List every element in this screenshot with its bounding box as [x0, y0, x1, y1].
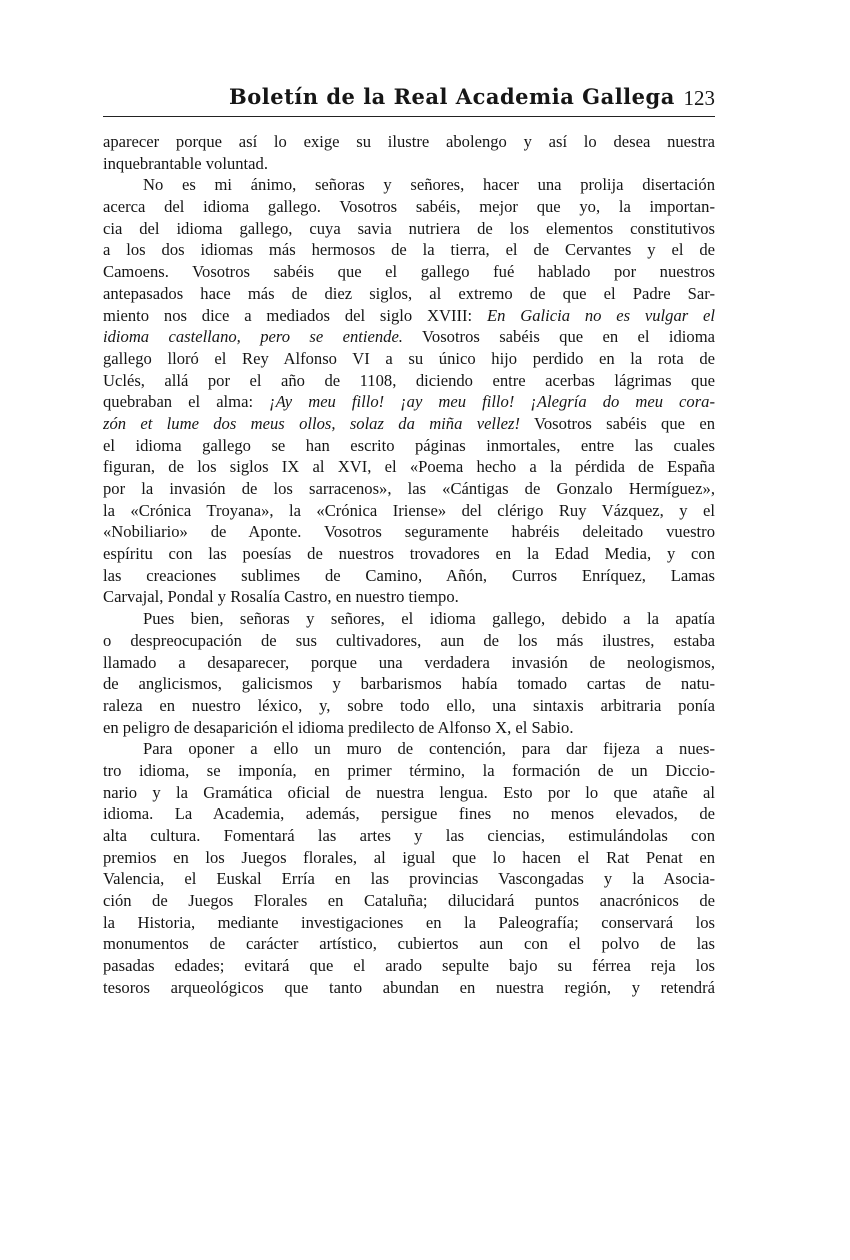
text-line: tesoros arqueológicos que tanto abundan en nuestra región, y retendrá [103, 977, 715, 997]
text-line: a los dos idiomas más hermosos de la tierra, el de Cervantes y el de [103, 240, 715, 260]
text-line: «Nobiliario» de Aponte. Vosotros seguramente habréis deleitado vuestro [103, 522, 715, 542]
text-line: de anglicismos, galicismos y barbarismos había tomado cartas de natu- [103, 674, 715, 694]
text-line: inquebrantable voluntad. [103, 153, 268, 173]
text-line: aparecer porque así lo exige su ilustre abolengo y así lo desea nuestra [103, 132, 715, 151]
text-line: las creaciones sublimes de Camino, Añón, Curros Enríquez, Lamas [103, 565, 715, 585]
text-line: o despreocupación de sus cultivadores, aun de los más ilustres, estaba [103, 630, 715, 650]
text-line: por la invasión de los sarracenos», las «Cántigas de Gonzalo Hermíguez», [103, 479, 715, 498]
text-line: Para oponer a ello un muro de contención, para dar fijeza a nues- [143, 739, 715, 759]
body-text [103, 131, 715, 999]
page-number: 123 [683, 86, 715, 110]
text-line: alta cultura. Fomentará las artes y las ciencias, estimulándolas con [103, 826, 715, 845]
text-line: raleza en nuestro léxico, y, sobre todo ello, una sintaxis arbitraria ponía [103, 695, 715, 715]
text-line: espíritu con las poesías de nuestros trovadores en la Edad Media, y con [103, 544, 715, 564]
text-line: quebraban el alma: ¡Ay meu fillo! ¡ay meu fillo! ¡Alegría do meu cora- [103, 392, 715, 412]
text-line: tro idioma, se imponía, en primer término, la formación de un Diccio- [103, 760, 715, 780]
text-line: idioma. La Academia, además, persigue fines no menos elevados, de [103, 804, 715, 824]
text-line: nario y la Gramática oficial de nuestra lengua. Esto por lo que atañe al [103, 782, 715, 802]
text-line: llamado a desaparecer, porque una verdadera invasión de neologismos, [103, 652, 715, 672]
text-line: miento nos dice a mediados del siglo XVIII: En Galicia no es vulgar el [103, 305, 715, 325]
text-line: No es mi ánimo, señoras y señores, hacer una prolija disertación [143, 175, 715, 195]
text-line: en peligro de desaparición el idioma predilecto de Alfonso X, el Sabio. [103, 717, 574, 737]
text-line: cia del idioma gallego, cuya savia nutriera de los elementos constitutivos [103, 218, 715, 238]
text-line: figuran, de los siglos IX al XVI, el «Poema hecho a la pérdida de España [103, 457, 715, 477]
text-line: pasadas edades; evitará que el arado sepulte bajo su férrea reja los [103, 956, 715, 976]
text-line: zón et lume dos meus ollos, solaz da miña vellez! Vosotros sabéis que en [103, 413, 715, 433]
text-line: idioma castellano, pero se entiende. Vosotros sabéis que en el idioma [103, 327, 715, 347]
text-line: antepasados hace más de diez siglos, al extremo de que el Padre Sar- [103, 283, 715, 303]
text-line: acerca del idioma gallego. Vosotros sabéis, mejor que yo, la importan- [103, 197, 715, 217]
running-header [103, 78, 715, 117]
text-line: Carvajal, Pondal y Rosalía Castro, en nuestro tiempo. [103, 587, 459, 607]
text-line: Uclés, allá por el año de 1108, diciendo entre acerbas lágrimas que [103, 370, 715, 390]
text-line: Camoens. Vosotros sabéis que el gallego fué hablado por nuestros [103, 262, 715, 282]
text-line: ción de Juegos Florales en Cataluña; dilucidará puntos anacrónicos de [103, 891, 715, 911]
text-line: gallego lloró el Rey Alfonso VI a su único hijo perdido en la rota de [103, 348, 715, 368]
text-line: Pues bien, señoras y señores, el idioma gallego, debido a la apatía [143, 609, 715, 629]
text-line: la «Crónica Troyana», la «Crónica Iriense» del clérigo Ruy Vázquez, y el [103, 500, 715, 520]
text-line: Valencia, el Euskal Erría en las provincias Vascongadas y la Asocia- [103, 869, 715, 889]
text-line: el idioma gallego se han escrito páginas inmortales, entre las cuales [103, 435, 715, 455]
text-line: la Historia, mediante investigaciones en la Paleografía; conservará los [103, 912, 715, 932]
text-line: monumentos de carácter artístico, cubiertos aun con el polvo de las [103, 934, 715, 954]
text-line: premios en los Juegos florales, al igual que lo hacen el Rat Penat en [103, 847, 715, 867]
running-title: Boletín de la Real Academia Gallega [229, 84, 675, 109]
